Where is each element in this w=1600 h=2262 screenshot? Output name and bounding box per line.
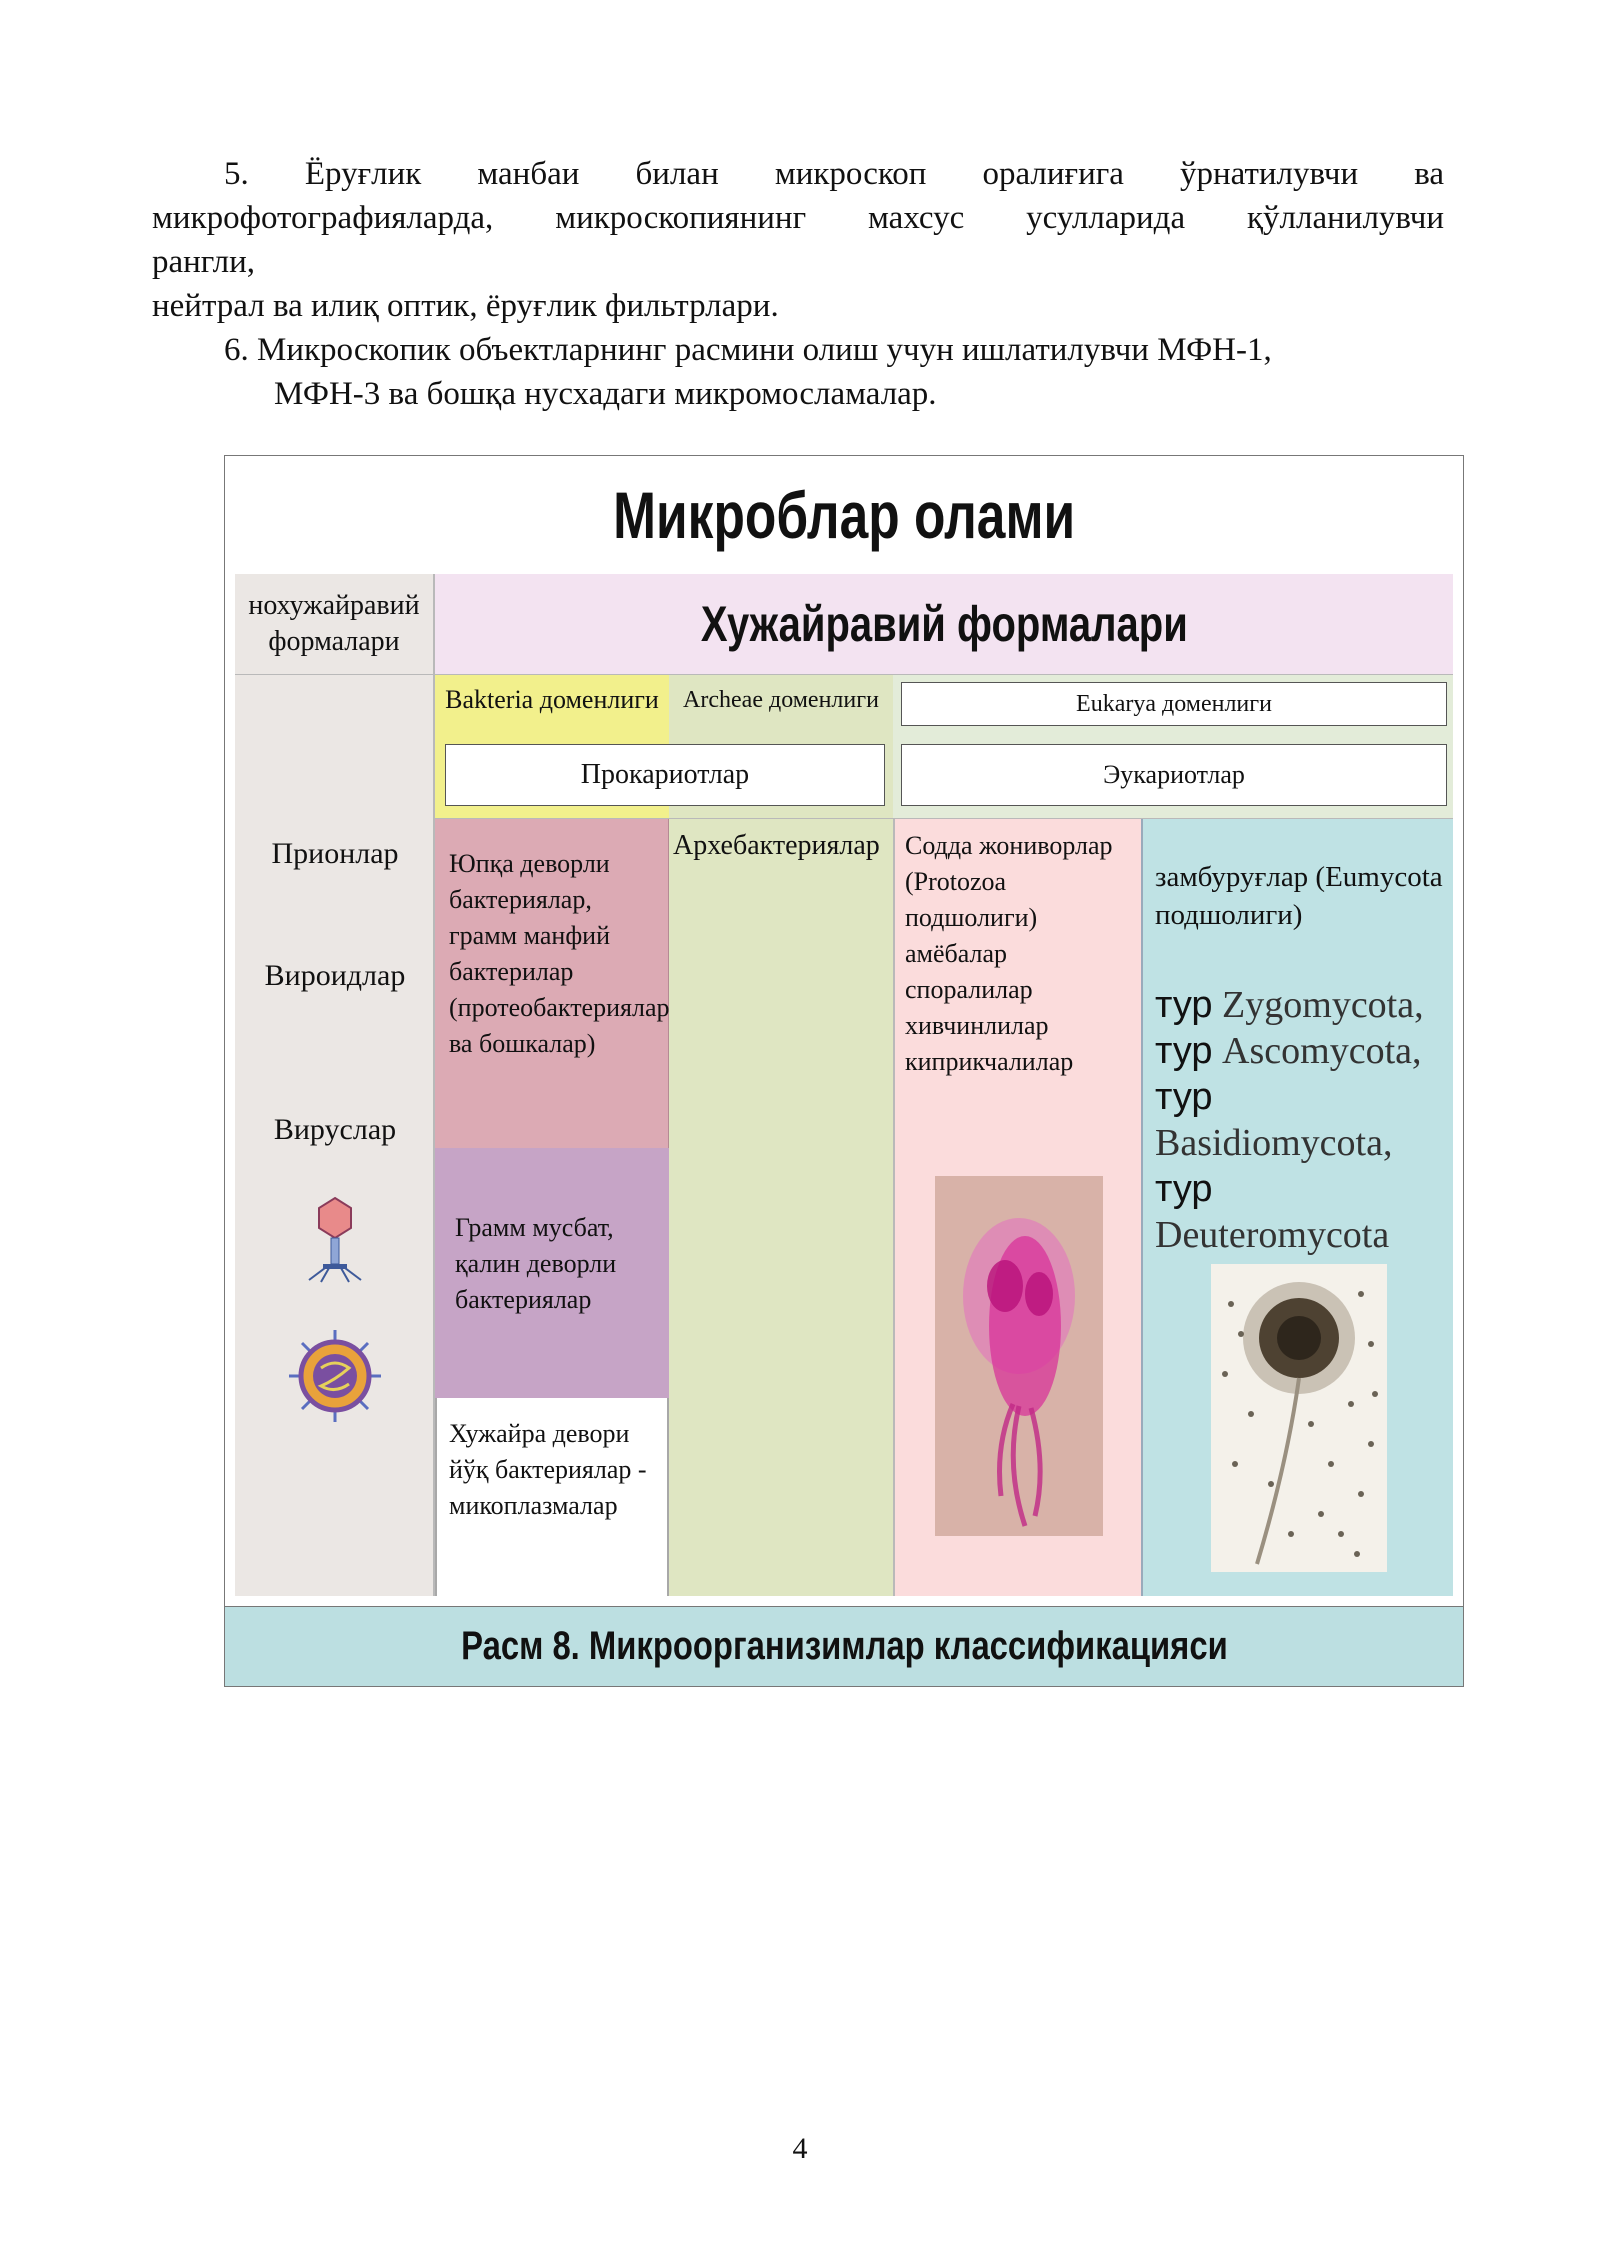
gram-positive-bacteria: Грамм мусбат, қалин деворли бактериялар [435,1148,669,1398]
fungi-type-row: тур Zygomycota, [1155,984,1424,1026]
paragraph-6-line-2: МФН-3 ва бошқа нусхадаги микромосламалар. [274,376,937,412]
paragraph-5-line-4: нейтрал ва илиқ оптик, ёруғлик фильтрлари. [152,288,779,324]
fungi-types-list [1155,982,1451,1258]
eukaryotes-box: Эукариотлар [901,744,1447,806]
virus-particle-icon [287,1328,383,1424]
archaebacteria-label: Архебактериялар [673,830,880,861]
prokaryotes-label: Прокариотлар [445,744,885,806]
protozoa-line: киприкчалилар [905,1047,1074,1076]
bacteriophage-icon [295,1194,375,1284]
fungi-type-row: тур Deuteromycota [1155,1168,1390,1256]
figure-title-area [235,456,1453,574]
figure-caption-area [225,1606,1463,1686]
protozoa-micrograph-image [935,1176,1103,1536]
protozoa-line: споралилар [905,975,1033,1004]
figure-diagram [235,456,1453,1596]
paragraph-5-line-3: рангли, [152,244,256,280]
page-number: 4 [792,2132,808,2165]
protozoa-line: Содда жониворлар [905,831,1113,860]
fungi-heading [1155,858,1451,934]
microbe-classification-figure [224,455,1464,1687]
grid-line [435,818,1453,819]
noncell-column [235,674,435,1596]
fungi-heading-line: подшолиги) [1155,899,1303,931]
eukarya-domain-label: Eukarya доменлиги [901,682,1447,726]
gram-negative-bacteria: Юпқа деворли бактериялар, грамм манфий бактерилар (протеобактериялар ва бошкалар) [435,818,669,1148]
figure-title: Микроблар олами [612,478,1076,552]
figure-caption: Расм 8. Микроорганизимлар классификацияси [460,1624,1228,1668]
cell-forms-header: Хужайравий формалари [700,596,1188,652]
fungi-type-row: тур Ascomycota, [1155,1030,1422,1072]
fungi-type-row: тур Basidiomycota, [1155,1076,1393,1164]
paragraph-5-line-1: 5. Ёруғлик манбаи билан микроскоп оралиғига ўрнатилувчи ва [224,156,1444,192]
noncell-forms-header: нохужайравий формалари [235,574,435,674]
fungi-heading-line: замбуруғлар (Eumycota [1155,861,1443,893]
bacteria-domain-label: Bakteria доменлиги [435,674,669,726]
mycoplasma-bacteria: Хужайра девори йўқ бактериялар - микоплазмалар [435,1398,669,1596]
paragraph-6-line-1: 6. Микроскопик объектларнинг расмини олиш учун ишлатилувчи МФН-1, [224,332,1272,368]
protozoa-line: амёбалар [905,939,1008,968]
protozoa-line: (Protozoa подшолиги) [905,867,1038,932]
grid-line [235,674,1453,675]
cell-forms-header-area [435,574,1453,674]
paragraph-5-line-2: микрофотографияларда, микроскопиянинг махсус усулларида қўлланилувчи [152,200,1444,236]
archaebacteria-column [669,818,893,1596]
viroids-label: Вироидлар [264,959,406,992]
protozoa-line: хивчинлилар [905,1011,1049,1040]
archeae-domain-label: Archeae доменлиги [669,674,893,726]
fungi-micrograph-image [1211,1264,1387,1572]
viruses-label: Вируслар [273,1113,397,1146]
prions-label: Прионлар [271,837,399,870]
